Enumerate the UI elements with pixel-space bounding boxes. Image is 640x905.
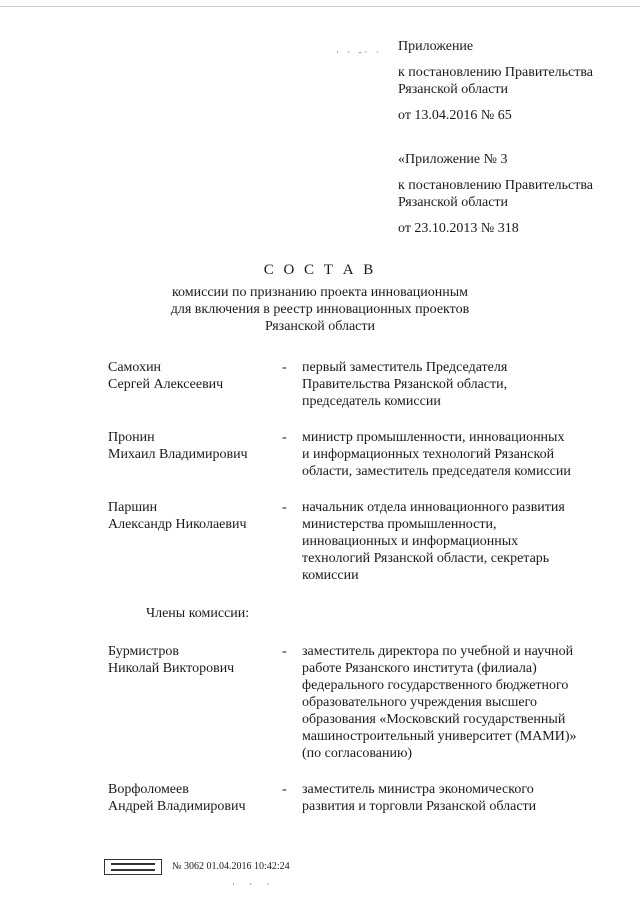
member-position bbox=[302, 643, 614, 762]
position-line: заместитель министра экономического bbox=[302, 782, 534, 797]
position-line: инновационных и информационных bbox=[302, 534, 519, 549]
appendix-line: к постановлению Правительства bbox=[398, 65, 594, 80]
heading-line: комиссии по признанию проекта инновационным bbox=[171, 285, 469, 300]
dash: - bbox=[282, 500, 287, 515]
appendix-line: «Приложение № 3 bbox=[398, 152, 508, 167]
position-line: развития и торговли Рязанской области bbox=[302, 799, 537, 814]
members-heading: Члены комиссии: bbox=[146, 606, 250, 621]
appendix-line: Рязанской области bbox=[398, 195, 509, 210]
member-given-name: Андрей Владимирович bbox=[108, 799, 246, 814]
heading-line: для включения в реестр инновационных проектов bbox=[170, 302, 470, 317]
member-name bbox=[108, 359, 282, 410]
scan-specks: · · -· · bbox=[336, 47, 382, 57]
appendix-line: от 13.04.2016 № 65 bbox=[398, 108, 512, 123]
member-position bbox=[302, 499, 614, 584]
position-line: Правительства Рязанской области, bbox=[302, 377, 508, 392]
registration-number: № 3062 01.04.2016 10:42:24 bbox=[172, 861, 290, 872]
dash: - bbox=[282, 644, 287, 659]
position-line: и информационных технологий Рязанской bbox=[302, 447, 555, 462]
position-line: работе Рязанского института (филиала) bbox=[302, 661, 537, 676]
member-name bbox=[108, 643, 282, 762]
position-line: (по согласованию) bbox=[302, 746, 413, 761]
document-title: С О С Т А В bbox=[263, 262, 377, 278]
appendix-line: Приложение bbox=[398, 39, 474, 54]
dash: - bbox=[282, 360, 287, 375]
member-surname: Пронин bbox=[108, 430, 155, 445]
document-heading bbox=[0, 262, 640, 335]
dash: - bbox=[282, 782, 287, 797]
member-surname: Бурмистров bbox=[108, 644, 179, 659]
position-line: министр промышленности, инновационных bbox=[302, 430, 565, 445]
member-given-name: Александр Николаевич bbox=[108, 517, 247, 532]
appendix-previous bbox=[398, 151, 634, 237]
member-position bbox=[302, 781, 614, 815]
position-line: области, заместитель председателя комиссии bbox=[302, 464, 571, 479]
appendix-line: от 23.10.2013 № 318 bbox=[398, 221, 519, 236]
member-surname: Самохин bbox=[108, 360, 162, 375]
position-line: технологий Рязанской области, секретарь bbox=[302, 551, 550, 566]
position-line: образования «Московский государственный bbox=[302, 712, 566, 727]
appendix-header bbox=[398, 38, 634, 124]
member-name bbox=[108, 429, 282, 480]
position-line: председатель комиссии bbox=[302, 394, 441, 409]
member-row bbox=[108, 359, 628, 410]
member-row bbox=[108, 643, 628, 762]
position-line: первый заместитель Председателя bbox=[302, 360, 508, 375]
member-given-name: Михаил Владимирович bbox=[108, 447, 248, 462]
position-line: машиностроительный университет (МАМИ)» bbox=[302, 729, 577, 744]
position-line: федерального государственного бюджетного bbox=[302, 678, 569, 693]
member-row bbox=[108, 781, 628, 815]
commission-list bbox=[108, 359, 628, 815]
dash: - bbox=[282, 430, 287, 445]
position-line: министерства промышленности, bbox=[302, 517, 497, 532]
scan-top-edge bbox=[0, 6, 640, 7]
member-position bbox=[302, 359, 614, 410]
appendix-line: Рязанской области bbox=[398, 82, 509, 97]
position-line: заместитель директора по учебной и научной bbox=[302, 644, 574, 659]
registration-footer bbox=[104, 858, 290, 875]
member-given-name: Сергей Алексеевич bbox=[108, 377, 224, 392]
member-surname: Ворфоломеев bbox=[108, 782, 189, 797]
registry-stamp-icon bbox=[104, 859, 162, 875]
member-row bbox=[108, 499, 628, 584]
member-name bbox=[108, 499, 282, 584]
scan-specks: · · · bbox=[232, 879, 276, 889]
member-row bbox=[108, 429, 628, 480]
member-name bbox=[108, 781, 282, 815]
heading-line: Рязанской области bbox=[264, 319, 376, 334]
member-position bbox=[302, 429, 614, 480]
member-given-name: Николай Викторович bbox=[108, 661, 235, 676]
position-line: начальник отдела инновационного развития bbox=[302, 500, 565, 515]
member-surname: Паршин bbox=[108, 500, 158, 515]
appendix-line: к постановлению Правительства bbox=[398, 178, 594, 193]
position-line: образовательного учреждения высшего bbox=[302, 695, 537, 710]
position-line: комиссии bbox=[302, 568, 359, 583]
